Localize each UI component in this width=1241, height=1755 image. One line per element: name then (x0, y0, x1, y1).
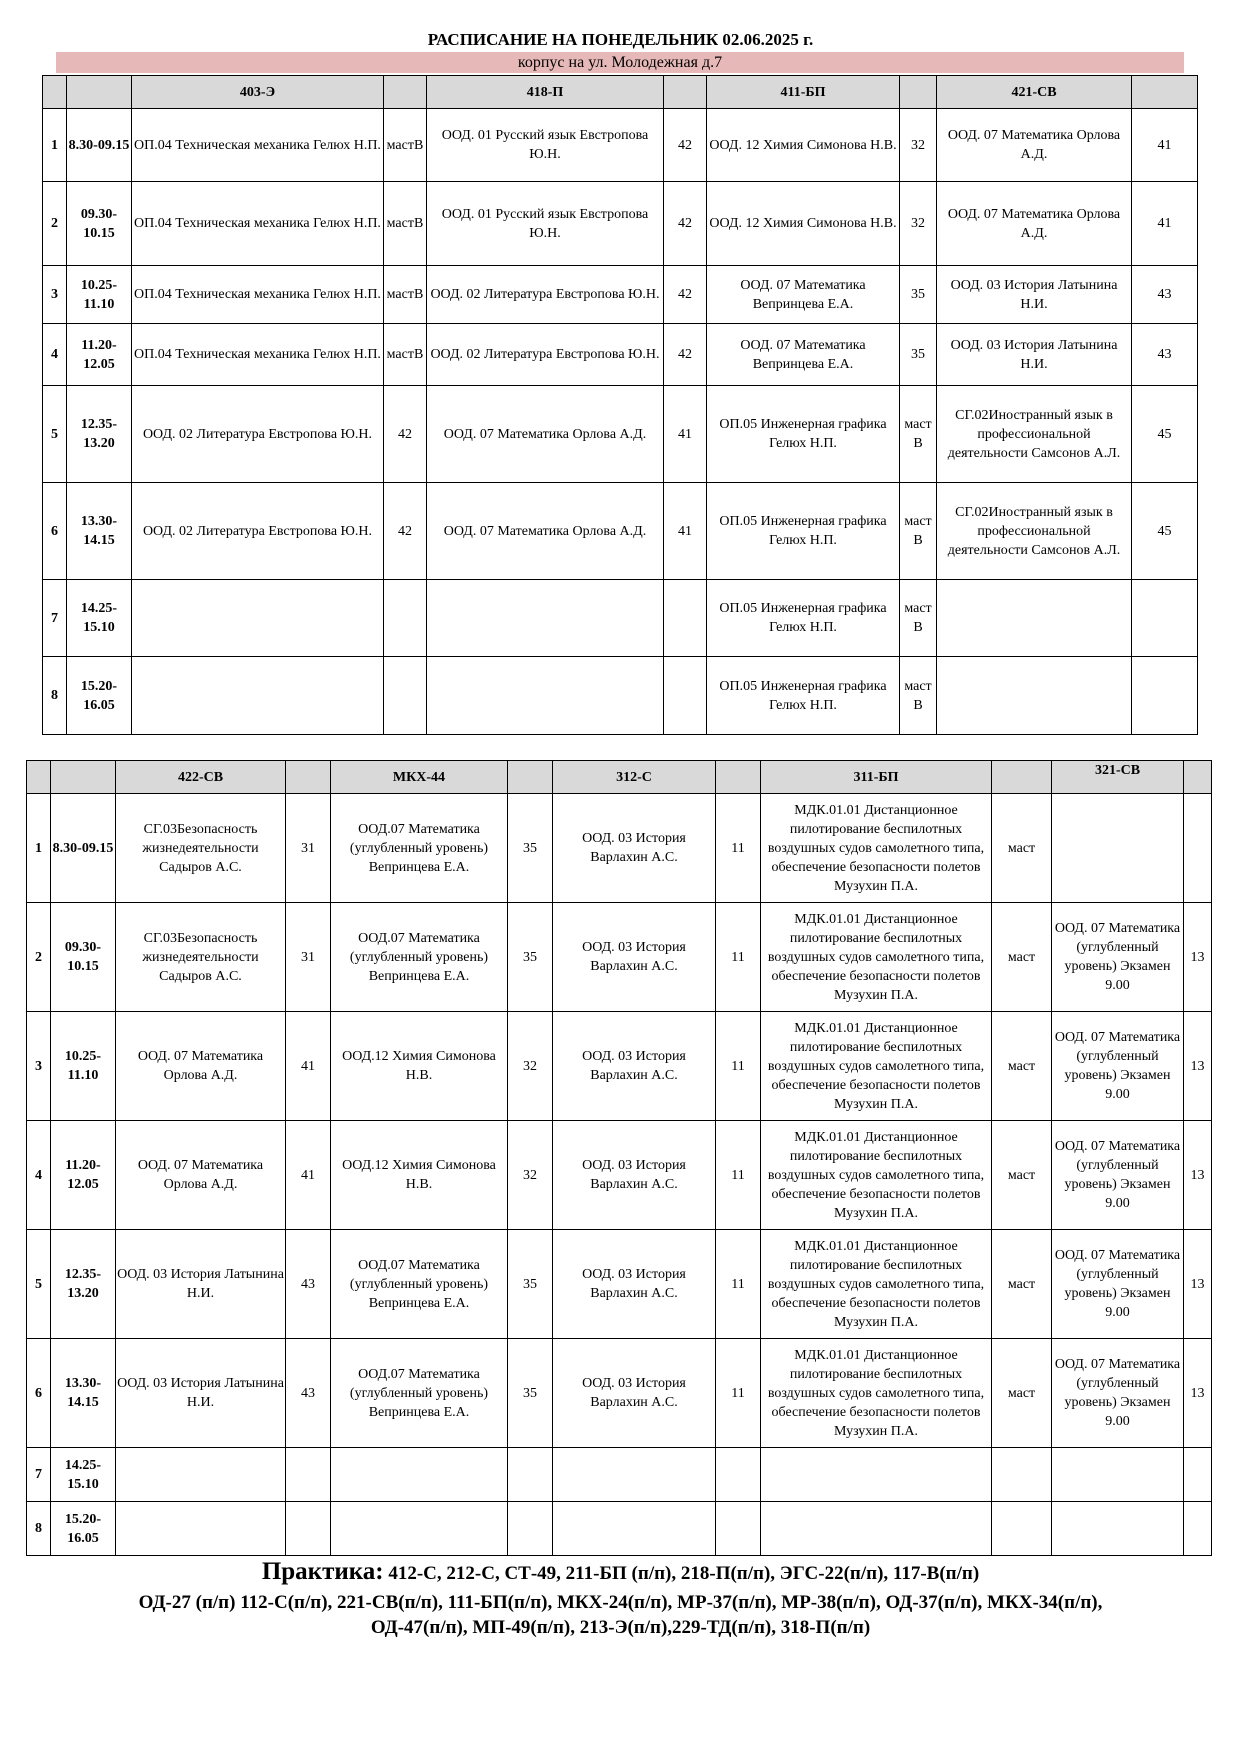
room-cell: 41 (1132, 182, 1198, 266)
lesson-number: 3 (43, 266, 67, 324)
table-row (43, 109, 1198, 182)
subject-cell: СГ.02Иностранный язык в профессиональной деятельности Самсонов А.Л. (937, 483, 1132, 580)
table-row (43, 580, 1198, 657)
subject-cell (937, 657, 1132, 735)
room-cell: 13 (1184, 1230, 1212, 1339)
subject-cell (553, 1448, 716, 1502)
room-cell: маст (992, 1121, 1052, 1230)
room-cell: 11 (716, 1121, 761, 1230)
subject-cell (331, 1448, 508, 1502)
subject-cell: ООД. 07 Математика Орлова А.Д. (116, 1012, 286, 1121)
room-cell: 42 (664, 182, 707, 266)
header-blank (27, 761, 51, 794)
lesson-number: 1 (27, 794, 51, 903)
subject-cell (761, 1502, 992, 1556)
lesson-number: 1 (43, 109, 67, 182)
room-cell: 32 (900, 182, 937, 266)
subject-cell: МДК.01.01 Дистанционное пилотирование беспилотных воздушных судов самолетного типа, обеспечение безопасности полетов Музухин П.А. (761, 1121, 992, 1230)
subject-cell: ООД.07 Математика (углубленный уровень) Вепринцева Е.А. (331, 794, 508, 903)
subject-cell: ООД. 07 Математика (углубленный уровень) Экзамен 9.00 (1052, 1121, 1184, 1230)
header-blank (286, 761, 331, 794)
lesson-number: 6 (43, 483, 67, 580)
room-cell (716, 1502, 761, 1556)
subject-cell: ОП.05 Инженерная графика Гелюх Н.П. (707, 386, 900, 483)
subject-cell: ООД. 12 Химия Симонова Н.В. (707, 109, 900, 182)
table-row (27, 1012, 1212, 1121)
room-cell: 43 (286, 1339, 331, 1448)
subject-cell: ООД.07 Математика (углубленный уровень) Вепринцева Е.А. (331, 903, 508, 1012)
subject-cell: СГ.03Безопасность жизнедеятельности Садыров А.С. (116, 794, 286, 903)
header-blank (716, 761, 761, 794)
subject-cell: МДК.01.01 Дистанционное пилотирование беспилотных воздушных судов самолетного типа, обеспечение безопасности полетов Музухин П.А. (761, 794, 992, 903)
group-header: 403-Э (132, 76, 384, 109)
group-header: 418-П (427, 76, 664, 109)
room-cell (286, 1448, 331, 1502)
subject-cell: ООД. 03 История Варлахин А.С. (553, 1230, 716, 1339)
subject-cell: ООД. 07 Математика (углубленный уровень) Экзамен 9.00 (1052, 1012, 1184, 1121)
subject-cell: ООД. 03 История Латынина Н.И. (116, 1230, 286, 1339)
room-cell: мастВ (384, 109, 427, 182)
room-cell: 35 (508, 903, 553, 1012)
group-header: 421-СВ (937, 76, 1132, 109)
subject-cell: ООД. 07 Математика Орлова А.Д. (427, 386, 664, 483)
room-cell: мастВ (900, 580, 937, 657)
room-cell: 11 (716, 1012, 761, 1121)
header-blank (664, 76, 707, 109)
subject-cell: МДК.01.01 Дистанционное пилотирование беспилотных воздушных судов самолетного типа, обеспечение безопасности полетов Музухин П.А. (761, 903, 992, 1012)
room-cell: 13 (1184, 903, 1212, 1012)
lesson-time: 09.30-10.15 (51, 903, 116, 1012)
room-cell: маст (992, 1339, 1052, 1448)
room-cell (1184, 794, 1212, 903)
practice-line: ОД-27 (п/п) 112-С(п/п), 221-СВ(п/п), 111-БП(п/п), МКХ-24(п/п), МР-37(п/п), МР-38(п/п), ОД-37(п/п), МКХ-34(п/п), (138, 1592, 1103, 1613)
room-cell: 42 (664, 324, 707, 386)
subject-cell: ООД. 02 Литература Евстропова Ю.Н. (427, 324, 664, 386)
subject-cell: ООД. 07 Математика Орлова А.Д. (937, 109, 1132, 182)
subject-cell: ООД. 03 История Латынина Н.И. (937, 266, 1132, 324)
group-header: 312-С (553, 761, 716, 794)
subject-cell: МДК.01.01 Дистанционное пилотирование беспилотных воздушных судов самолетного типа, обеспечение безопасности полетов Музухин П.А. (761, 1012, 992, 1121)
lesson-number: 4 (43, 324, 67, 386)
table-row (27, 1121, 1212, 1230)
group-header: 422-СВ (116, 761, 286, 794)
lesson-time: 15.20-16.05 (51, 1502, 116, 1556)
subject-cell: ООД. 07 Математика (углубленный уровень) Экзамен 9.00 (1052, 903, 1184, 1012)
room-cell (716, 1448, 761, 1502)
subject-cell: ООД. 02 Литература Евстропова Ю.Н. (132, 483, 384, 580)
room-cell (508, 1502, 553, 1556)
subject-cell (116, 1502, 286, 1556)
lesson-time: 14.25-15.10 (67, 580, 132, 657)
subject-cell: СГ.02Иностранный язык в профессиональной деятельности Самсонов А.Л. (937, 386, 1132, 483)
room-cell (664, 657, 707, 735)
room-cell (384, 580, 427, 657)
table-row (43, 386, 1198, 483)
room-cell: 32 (508, 1012, 553, 1121)
subject-cell: ООД. 03 История Латынина Н.И. (116, 1339, 286, 1448)
room-cell: маст (992, 794, 1052, 903)
subject-cell: ООД. 02 Литература Евстропова Ю.Н. (427, 266, 664, 324)
subject-cell (132, 580, 384, 657)
subject-cell: ООД.07 Математика (углубленный уровень) Вепринцева Е.А. (331, 1339, 508, 1448)
subject-cell: ООД. 07 Математика Вепринцева Е.А. (707, 266, 900, 324)
room-cell: маст (992, 903, 1052, 1012)
subject-cell: ООД. 07 Математика Орлова А.Д. (937, 182, 1132, 266)
lesson-time: 14.25-15.10 (51, 1448, 116, 1502)
lesson-time: 8.30-09.15 (67, 109, 132, 182)
practice-label: Практика: (261, 1558, 384, 1585)
lesson-time: 11.20-12.05 (67, 324, 132, 386)
group-header: 321-СВ (1052, 761, 1184, 794)
subject-cell: ООД. 07 Математика (углубленный уровень) Экзамен 9.00 (1052, 1339, 1184, 1448)
practice-line: ОД-47(п/п), МП-49(п/п), 213-Э(п/п),229-ТД(п/п), 318-П(п/п) (370, 1617, 871, 1638)
room-cell (286, 1502, 331, 1556)
room-cell (992, 1448, 1052, 1502)
subject-cell: ООД. 03 История Варлахин А.С. (553, 1121, 716, 1230)
room-cell (1184, 1502, 1212, 1556)
room-cell: 42 (664, 109, 707, 182)
lesson-number: 2 (43, 182, 67, 266)
lesson-time: 12.35-13.20 (51, 1230, 116, 1339)
lesson-number: 7 (27, 1448, 51, 1502)
table-row (43, 266, 1198, 324)
room-cell: 41 (1132, 109, 1198, 182)
subject-cell (553, 1502, 716, 1556)
room-cell: 35 (508, 1230, 553, 1339)
header-blank (43, 76, 67, 109)
subject-cell: ООД. 02 Литература Евстропова Ю.Н. (132, 386, 384, 483)
subject-cell: ООД. 03 История Варлахин А.С. (553, 1339, 716, 1448)
room-cell: 43 (1132, 324, 1198, 386)
room-cell: 11 (716, 794, 761, 903)
room-cell: 11 (716, 1230, 761, 1339)
room-cell (1184, 1448, 1212, 1502)
lesson-number: 8 (27, 1502, 51, 1556)
page-title: РАСПИСАНИЕ НА ПОНЕДЕЛЬНИК 02.06.2025 г. (427, 30, 814, 49)
building-address: корпус на ул. Молодежная д.7 (56, 52, 1184, 73)
table-row (27, 1230, 1212, 1339)
subject-cell: ОП.04 Техническая механика Гелюх Н.П. (132, 324, 384, 386)
room-cell: 41 (286, 1012, 331, 1121)
room-cell (1132, 580, 1198, 657)
subject-cell: МДК.01.01 Дистанционное пилотирование беспилотных воздушных судов самолетного типа, обеспечение безопасности полетов Музухин П.А. (761, 1339, 992, 1448)
schedule-table-2 (26, 760, 1212, 1556)
lesson-time: 11.20-12.05 (51, 1121, 116, 1230)
room-cell: 35 (900, 266, 937, 324)
lesson-number: 2 (27, 903, 51, 1012)
lesson-number: 6 (27, 1339, 51, 1448)
subject-cell (1052, 1448, 1184, 1502)
lesson-number: 5 (27, 1230, 51, 1339)
room-cell (1132, 657, 1198, 735)
room-cell: 11 (716, 903, 761, 1012)
room-cell: 13 (1184, 1121, 1212, 1230)
subject-cell: ООД. 03 История Латынина Н.И. (937, 324, 1132, 386)
room-cell (508, 1448, 553, 1502)
header-blank (1184, 761, 1212, 794)
subject-cell: ОП.04 Техническая механика Гелюх Н.П. (132, 109, 384, 182)
lesson-number: 7 (43, 580, 67, 657)
table-row (27, 794, 1212, 903)
table-row (27, 903, 1212, 1012)
lesson-time: 8.30-09.15 (51, 794, 116, 903)
subject-cell: ООД. 01 Русский язык Евстропова Ю.Н. (427, 109, 664, 182)
subject-cell: СГ.03Безопасность жизнедеятельности Садыров А.С. (116, 903, 286, 1012)
room-cell: 45 (1132, 386, 1198, 483)
subject-cell: ООД. 07 Математика Орлова А.Д. (116, 1121, 286, 1230)
room-cell: 31 (286, 903, 331, 1012)
lesson-number: 5 (43, 386, 67, 483)
subject-cell (1052, 794, 1184, 903)
lesson-time: 10.25-11.10 (67, 266, 132, 324)
room-cell (992, 1502, 1052, 1556)
subject-cell: ОП.05 Инженерная графика Гелюх Н.П. (707, 580, 900, 657)
lesson-number: 4 (27, 1121, 51, 1230)
subject-cell: ООД. 07 Математика Орлова А.Д. (427, 483, 664, 580)
subject-cell: ООД. 03 История Варлахин А.С. (553, 1012, 716, 1121)
subject-cell: ООД.07 Математика (углубленный уровень) Вепринцева Е.А. (331, 1230, 508, 1339)
header-blank (1132, 76, 1198, 109)
lesson-time: 13.30-14.15 (51, 1339, 116, 1448)
table-row (27, 1502, 1212, 1556)
schedule-table-1 (42, 75, 1198, 735)
room-cell: 42 (384, 483, 427, 580)
room-cell: 42 (664, 266, 707, 324)
header-blank (384, 76, 427, 109)
room-cell: 35 (900, 324, 937, 386)
room-cell: 11 (716, 1339, 761, 1448)
room-cell: 35 (508, 1339, 553, 1448)
group-header: 311-БП (761, 761, 992, 794)
header-blank (508, 761, 553, 794)
lesson-time: 12.35-13.20 (67, 386, 132, 483)
room-cell: 42 (384, 386, 427, 483)
subject-cell: ООД. 07 Математика (углубленный уровень) Экзамен 9.00 (1052, 1230, 1184, 1339)
table-row (43, 483, 1198, 580)
room-cell: мастВ (384, 324, 427, 386)
lesson-time: 10.25-11.10 (51, 1012, 116, 1121)
lesson-number: 3 (27, 1012, 51, 1121)
room-cell: 13 (1184, 1339, 1212, 1448)
practice-line: 412-С, 212-С, СТ-49, 211-БП (п/п), 218-П(п/п), ЭГС-22(п/п), 117-В(п/п) (388, 1563, 980, 1584)
room-cell: 35 (508, 794, 553, 903)
table-row (43, 182, 1198, 266)
subject-cell: ОП.05 Инженерная графика Гелюх Н.П. (707, 483, 900, 580)
lesson-time: 13.30-14.15 (67, 483, 132, 580)
table-header-row (43, 76, 1198, 109)
table-row (43, 324, 1198, 386)
room-cell: 32 (508, 1121, 553, 1230)
lesson-time: 09.30-10.15 (67, 182, 132, 266)
subject-cell (1052, 1502, 1184, 1556)
header-blank (51, 761, 116, 794)
subject-cell: ООД.12 Химия Симонова Н.В. (331, 1012, 508, 1121)
group-header: 411-БП (707, 76, 900, 109)
subject-cell (761, 1448, 992, 1502)
header-blank (900, 76, 937, 109)
subject-cell: ООД. 03 История Варлахин А.С. (553, 903, 716, 1012)
room-cell: 45 (1132, 483, 1198, 580)
room-cell: мастВ (384, 182, 427, 266)
lesson-number: 8 (43, 657, 67, 735)
room-cell: 32 (900, 109, 937, 182)
subject-cell: МДК.01.01 Дистанционное пилотирование беспилотных воздушных судов самолетного типа, обеспечение безопасности полетов Музухин П.А. (761, 1230, 992, 1339)
room-cell: маст (992, 1230, 1052, 1339)
subject-cell: ОП.04 Техническая механика Гелюх Н.П. (132, 266, 384, 324)
room-cell: 41 (664, 483, 707, 580)
room-cell: маст (992, 1012, 1052, 1121)
room-cell: 41 (664, 386, 707, 483)
room-cell: 31 (286, 794, 331, 903)
table-header-row (27, 761, 1212, 794)
room-cell: мастВ (900, 483, 937, 580)
lesson-time: 15.20-16.05 (67, 657, 132, 735)
room-cell (384, 657, 427, 735)
subject-cell (116, 1448, 286, 1502)
subject-cell: ООД. 12 Химия Симонова Н.В. (707, 182, 900, 266)
subject-cell (331, 1502, 508, 1556)
header-blank (67, 76, 132, 109)
subject-cell: ООД.12 Химия Симонова Н.В. (331, 1121, 508, 1230)
room-cell (664, 580, 707, 657)
room-cell: мастВ (900, 386, 937, 483)
subject-cell: ООД. 03 История Варлахин А.С. (553, 794, 716, 903)
table-row (43, 657, 1198, 735)
room-cell: 41 (286, 1121, 331, 1230)
room-cell: 43 (286, 1230, 331, 1339)
subject-cell (937, 580, 1132, 657)
subject-cell (427, 657, 664, 735)
room-cell: 13 (1184, 1012, 1212, 1121)
room-cell: мастВ (900, 657, 937, 735)
group-header: МКХ-44 (331, 761, 508, 794)
subject-cell (427, 580, 664, 657)
subject-cell: ООД. 01 Русский язык Евстропова Ю.Н. (427, 182, 664, 266)
subject-cell: ОП.04 Техническая механика Гелюх Н.П. (132, 182, 384, 266)
subject-cell: ОП.05 Инженерная графика Гелюх Н.П. (707, 657, 900, 735)
table-row (27, 1339, 1212, 1448)
subject-cell: ООД. 07 Математика Вепринцева Е.А. (707, 324, 900, 386)
table-row (27, 1448, 1212, 1502)
room-cell: мастВ (384, 266, 427, 324)
room-cell: 43 (1132, 266, 1198, 324)
header-blank (992, 761, 1052, 794)
subject-cell (132, 657, 384, 735)
